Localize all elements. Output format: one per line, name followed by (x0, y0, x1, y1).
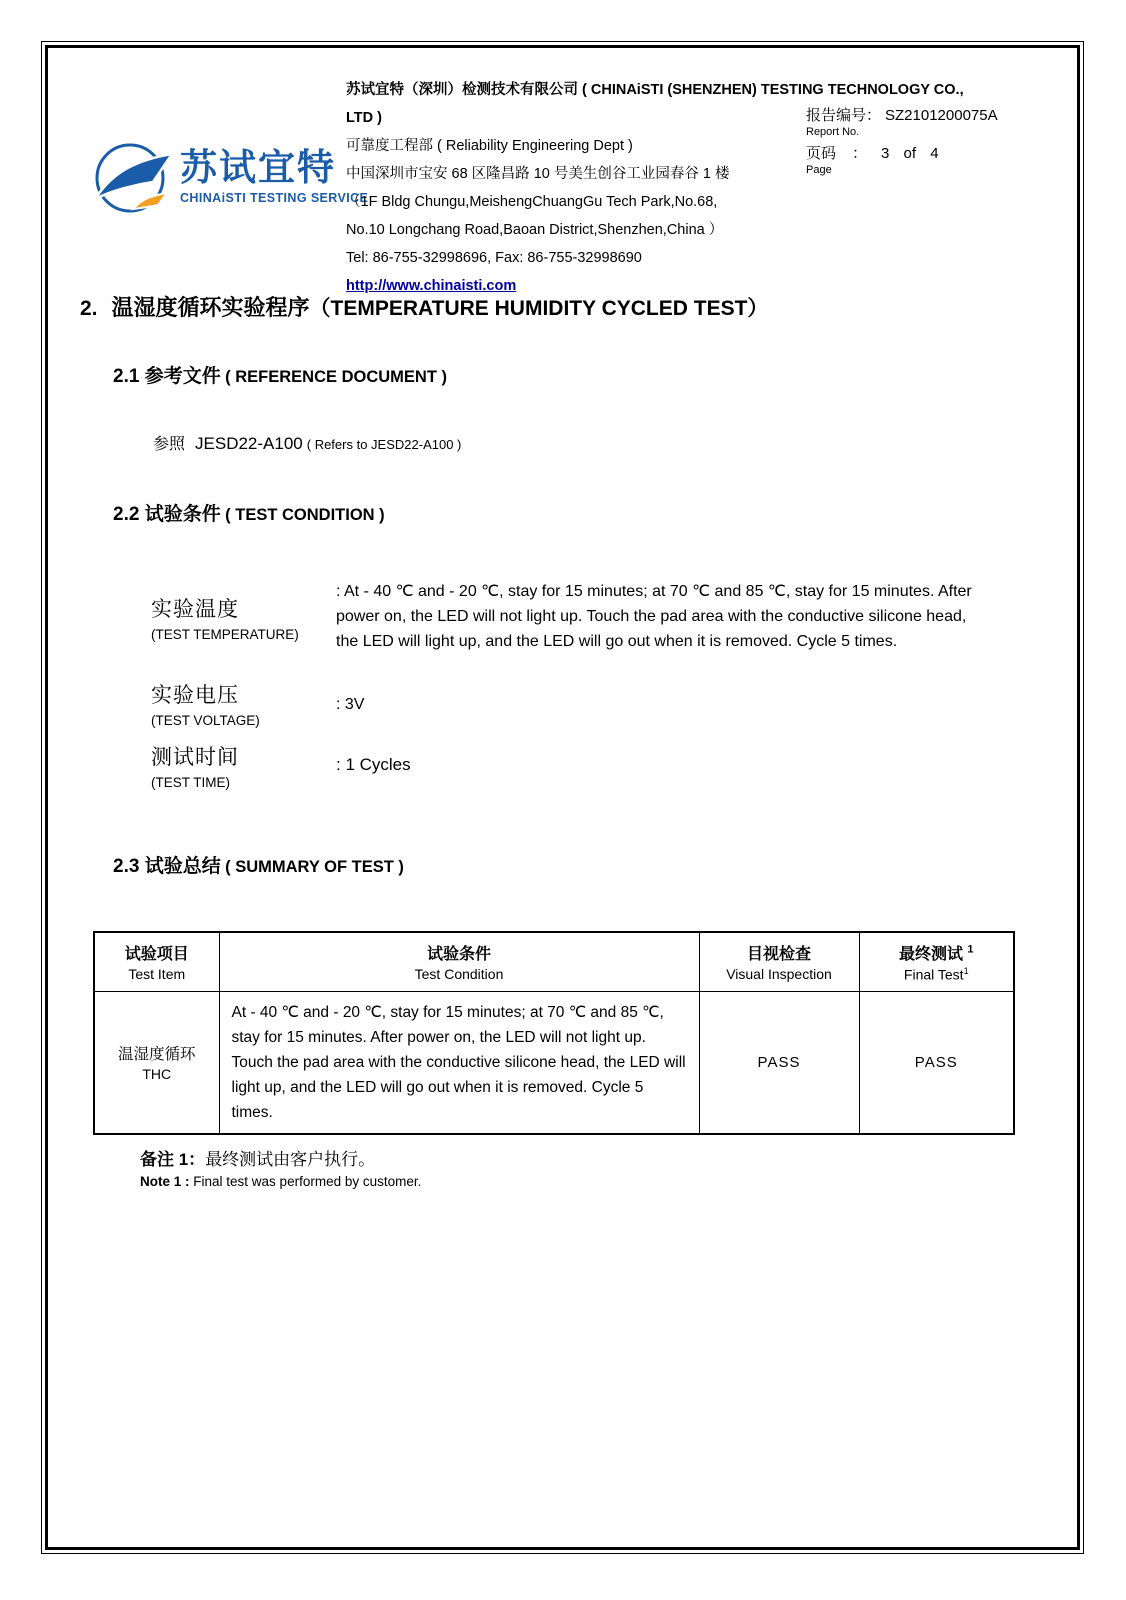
footnote (140, 1145, 421, 1189)
page-number-row (806, 142, 1046, 163)
company-name-line1: 苏试宜特（深圳）检测技术有限公司 ( CHINAiSTI (SHENZHEN) TESTING TECHNOLOGY CO., (346, 82, 964, 98)
test-time-value: : 1 Cycles (336, 755, 411, 774)
report-no-row (806, 104, 1046, 125)
test-time-label: 测试时间 (TEST TIME) (151, 746, 239, 790)
address-cn: 中国深圳市宝安 68 区隆昌路 10 号美生创谷工业园春谷 1 楼 (346, 166, 730, 182)
test-temperature-label: 实验温度 (TEST TEMPERATURE) (151, 598, 299, 642)
footnote-en: Note 1 : Final test was performed by customer. (140, 1174, 422, 1189)
header-test-item: 试验项目 Test Item (94, 932, 219, 991)
department-line: 可靠度工程部 ( Reliability Engineering Dept ) (346, 138, 633, 154)
cell-test-item: 温湿度循环 THC (94, 991, 219, 1134)
reference-document-line: 参照 JESD22-A100 ( Refers to JESD22-A100 ) (153, 434, 462, 453)
page-value: 3 of 4 (881, 145, 939, 162)
table-row (94, 991, 1014, 1134)
section-number: 2. (80, 297, 98, 320)
test-temperature-value: : At - 40 ℃ and - 20 ℃, stay for 15 minutes; at 70 ℃ and 85 ℃, stay for 15 minutes. After power on, the LED will not light up. Touch the pad area with the conductive silicone head, the LED will light up, and the LED will go out when it is removed. Cycle 5 times. (336, 583, 972, 650)
page-label: 页码 (806, 145, 837, 162)
heading-test-condition: 2.2 试验条件 ( TEST CONDITION ) (113, 504, 385, 525)
logo-brand-cn: 苏试宜特 (180, 147, 336, 189)
address-en-line1: （1F Bldg Chungu,MeishengChuangGu Tech Park,No.68, (346, 194, 718, 210)
summary-table (93, 931, 1015, 1135)
summary-table-header-row (94, 932, 1014, 991)
logo-mark-icon (92, 138, 174, 216)
page-label-en: Page (806, 164, 832, 176)
test-voltage-value: : 3V (336, 696, 365, 713)
report-no-value: SZ2101200075A (885, 107, 998, 124)
heading-summary-of-test: 2.3 试验总结 ( SUMMARY OF TEST ) (113, 856, 404, 877)
logo-brand-en: CHINAiSTI TESTING SERVICE (180, 190, 369, 205)
report-meta-block (806, 104, 1046, 180)
page-frame (45, 45, 1080, 1550)
report-no-label: 报告编号： (806, 107, 882, 124)
section-title: 2. 温湿度循环实验程序（TEMPERATURE HUMIDITY CYCLED TEST） (80, 295, 769, 320)
footnote-cn: 备注 1：最终测试由客户执行。 (140, 1150, 376, 1169)
header-test-condition: 试验条件 Test Condition (219, 932, 699, 991)
test-voltage-label: 实验电压 (TEST VOLTAGE) (151, 684, 260, 728)
page-colon: ： (852, 145, 868, 162)
report-no-label-en: Report No. (806, 126, 860, 138)
company-logo (92, 138, 368, 216)
company-name-line2: LTD ) (346, 110, 382, 126)
header-final-test: 最终测试 $^1$ Final Test$^1$ (859, 932, 1014, 991)
heading-reference-document: 2.1 参考文件 ( REFERENCE DOCUMENT ) (113, 366, 447, 387)
cell-final-test-result: PASS (859, 991, 1014, 1134)
header-visual-inspection: 目视检查 Visual Inspection (699, 932, 859, 991)
tel-fax-line: Tel: 86-755-32998696, Fax: 86-755-32998690 (346, 250, 642, 266)
logo-wordmark (180, 149, 368, 205)
website-link[interactable]: http://www.chinaisti.com (346, 278, 517, 294)
cell-test-condition: At - 40 ℃ and - 20 ℃, stay for 15 minutes; at 70 ℃ and 85 ℃, stay for 15 minutes. After power on, the LED will not light up. Touch the pad area with the conductive silicone head, the LED will light up, and the LED will go out when it is removed. Cycle 5 times. (219, 991, 699, 1134)
address-en-line2: No.10 Longchang Road,Baoan District,Shenzhen,China ） (346, 222, 724, 238)
cell-visual-inspection-result: PASS (699, 991, 859, 1134)
